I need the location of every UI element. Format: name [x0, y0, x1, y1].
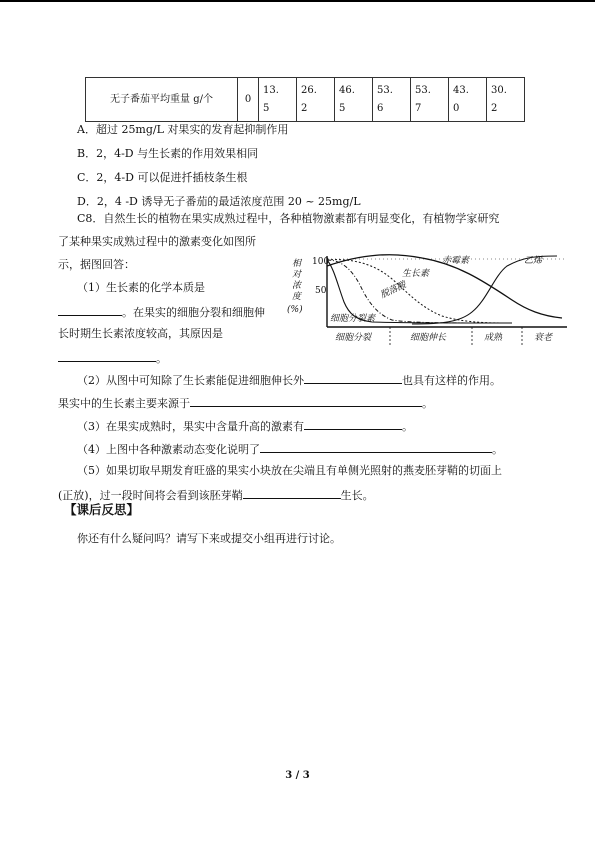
series-ethylene-line [412, 256, 557, 324]
option-c: C．2，4-D 可以促进扦插枝条生根 [77, 171, 248, 184]
y-axis-label-4: 度 [292, 292, 302, 302]
q3-line: （3）在果实成熟时，果实中含量升高的激素有 。 [77, 420, 413, 433]
q2-blank-1[interactable] [304, 372, 402, 384]
y-axis-label-5: (%) [287, 305, 303, 315]
y-tick-50: 50 [315, 286, 327, 296]
q5-line2: (正放)，过一段时间将会看到该胚芽鞘 生长。 [58, 489, 374, 502]
stage-label-division: 细胞分裂 [335, 333, 372, 343]
top-rule [0, 0, 595, 2]
label-abscisic-acid: 脱落酸 [379, 280, 408, 301]
c8-intro-line2: 了某种果实成熟过程中的激素变化如图所 [58, 235, 256, 248]
c8-intro-line1: C8．自然生长的植物在果实成熟过程中，各种植物激素都有明显变化，有植物学家研究 [77, 212, 500, 225]
q1-line4: 。 [58, 350, 167, 366]
table-cell: 0 [238, 78, 259, 122]
table-row [86, 78, 525, 122]
q4-blank[interactable] [260, 441, 492, 453]
q3-blank[interactable] [304, 418, 402, 430]
hormone-chart [282, 250, 572, 350]
label-cytokinin: 细胞分裂素 [330, 314, 376, 324]
c8-intro-line3: 示，据图回答： [58, 258, 135, 271]
data-table [85, 77, 525, 122]
table-cell: 26. 2 [297, 78, 335, 122]
q1-line2: 。在果实的细胞分裂和细胞伸 [58, 304, 265, 320]
q5-line1: （5）如果切取早期发育旺盛的果实小块放在尖端且有单侧光照射的燕麦胚芽鞘的切面上 [77, 464, 502, 477]
option-a: A．超过 25mg/L 对果实的发育起抑制作用 [77, 123, 289, 136]
table-cell: 53. 7 [411, 78, 449, 122]
q4-line: （4）上图中各种激素动态变化说明了 。 [77, 443, 503, 456]
table-row-label: 无子番茄平均重量 g/个 [86, 78, 238, 122]
reflection-heading: 【课后反思】 [64, 502, 140, 517]
y-axis-label-3: 浓 [292, 281, 302, 291]
table-cell: 13. 5 [259, 78, 297, 122]
label-gibberellin: 赤霉素 [442, 256, 470, 266]
q2-line1: （2）从图中可知除了生长素能促进细胞伸长外 也具有这样的作用。 [77, 374, 501, 387]
stage-label-ripening: 成熟 [484, 333, 503, 343]
label-auxin: 生长素 [402, 269, 430, 279]
reflection-text: 你还有什么疑问吗？请写下来或提交小组再进行讨论。 [77, 532, 341, 545]
q5-blank[interactable] [243, 487, 341, 499]
y-axis-label-2: 对 [292, 270, 302, 280]
q2-line2: 果实中的生长素主要来源于 。 [58, 397, 433, 410]
y-axis-label-1: 相 [292, 259, 302, 269]
stage-label-elongation: 细胞伸长 [410, 333, 447, 343]
q1-line1: （1）生长素的化学本质是 [77, 281, 205, 294]
y-tick-100: 100 [312, 257, 330, 267]
table-cell: 53. 6 [373, 78, 411, 122]
option-b: B．2，4-D 与生长素的作用效果相同 [77, 147, 259, 160]
q2-blank-2[interactable] [190, 395, 422, 407]
option-d: D．2，4 -D 诱导无子番茄的最适浓度范围 20 ~ 25mg/L [77, 195, 361, 208]
table-cell: 30. 2 [487, 78, 525, 122]
table-cell: 46. 5 [335, 78, 373, 122]
page-number: 3 / 3 [285, 770, 310, 781]
q1-line3: 长时期生长素浓度较高，其原因是 [58, 327, 223, 340]
table-cell: 43. 0 [449, 78, 487, 122]
stage-label-senescence: 衰老 [534, 333, 553, 343]
label-ethylene: 乙烯 [524, 256, 543, 266]
q1-blank-1[interactable] [58, 304, 122, 316]
q1-blank-2[interactable] [58, 350, 156, 362]
